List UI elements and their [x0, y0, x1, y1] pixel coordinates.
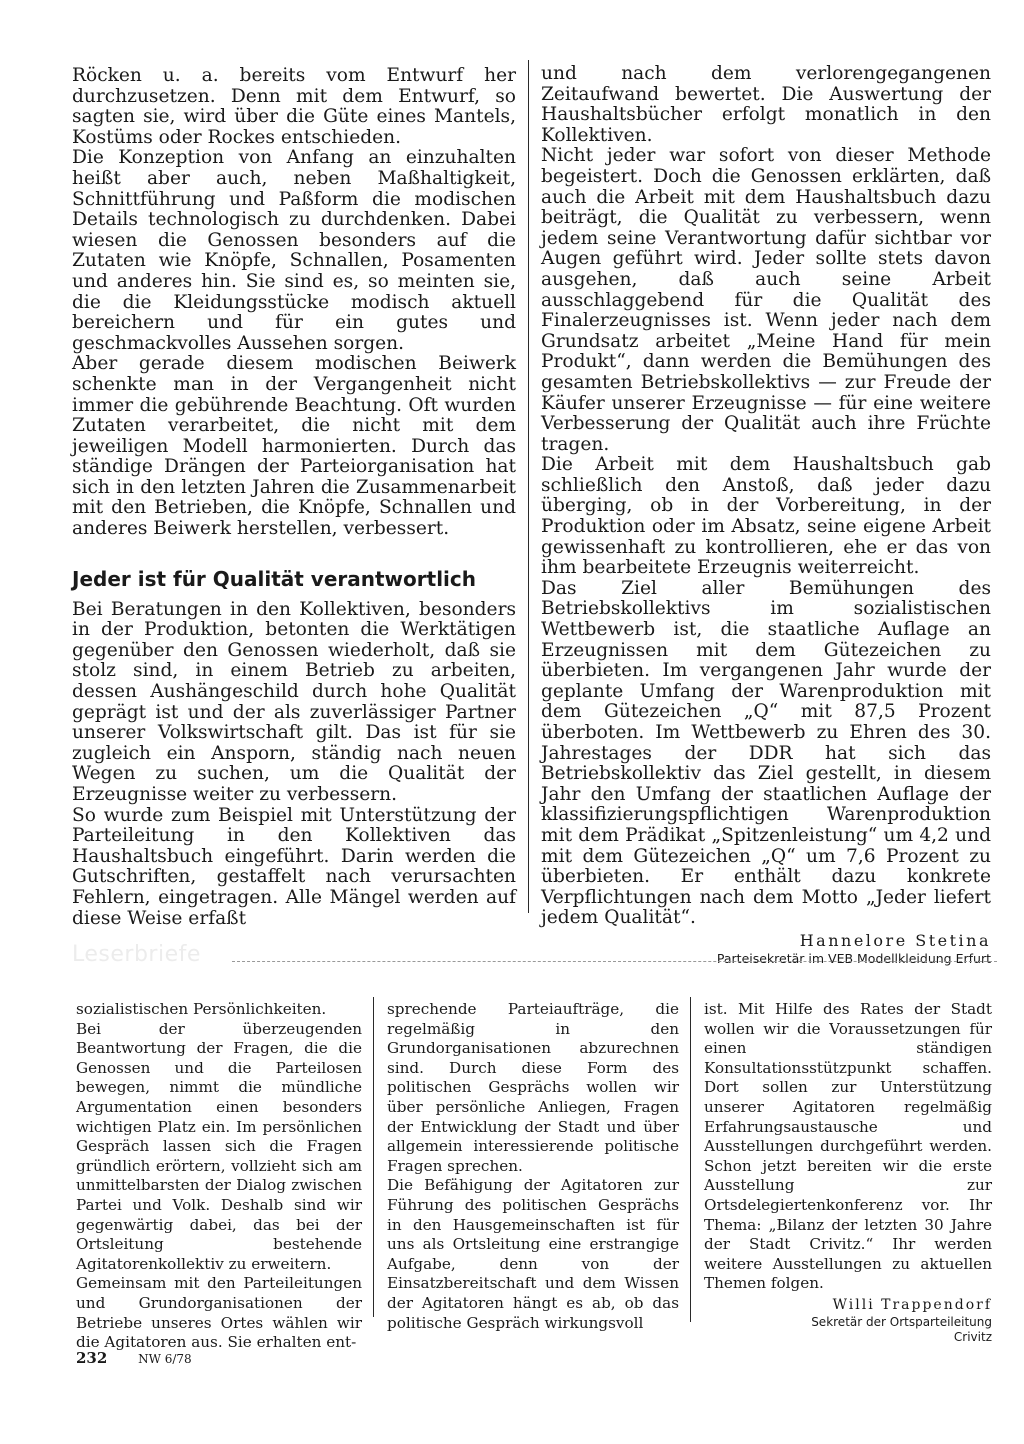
issue-label: NW 6/78	[138, 1352, 192, 1366]
page-number: 232	[76, 1349, 108, 1367]
paragraph: Die Konzeption von Anfang an einzuhalten heißt aber auch, neben Maßhaltigkeit, Schnittführung und Paßform die modischen Details technologisch zu durchdenken. Dabei wiesen die Genossen besonders auf die Zutaten wie Knöpfe, Schnallen, Posamenten und anderes hin. Sie sind es, so meinten sie, die die Kleidungsstücke modisch aktuell bereichern und für ein gutes und geschmackvolles Aussehen sorgen.	[72, 147, 516, 354]
author-name: Willi Trappendorf	[832, 1296, 992, 1313]
paragraph: Aber gerade diesem modischen Beiwerk schenkte man in der Vergangenheit nicht immer die gebührende Beachtung. Oft wurden Zutaten verarbeitet, die nicht mit dem jeweiligen Modell harmonierten. Durch das ständige Drängen der Parteiorganisation hat sich in den letzten Jahren die Zusammenarbeit mit den Betrieben, die Knöpfe, Schnallen und anderes Beiwerk herstellen, verbessert.	[72, 353, 516, 540]
page-footer	[76, 1349, 192, 1367]
paragraph: sprechende Parteiaufträge, die regelmäßig in den Grundorganisationen abzurechnen sind. Durch diese Form des politischen Gesprächs wollen wir über persönliche Anliegen, Fragen der Entwicklung der Stadt und über allgemein interessierende politische Fragen sprechen.	[387, 1000, 679, 1175]
article-column-right	[541, 64, 991, 967]
paragraph: Bei Beratungen in den Kollektiven, besonders in der Produktion, betonten die Werktätigen gegenüber den Genossen wiederholt, daß sie stolz sind, in einem Betrieb zu arbeiten, dessen Aushängeschild durch hohe Qualität geprägt ist und der als zuverlässiger Partner unserer Volkswirtschaft gilt. Das ist für sie zugleich ein Ansporn, ständig nach neuen Wegen zu suchen, um die Qualität der Erzeugnisse weiter zu verbessern.	[72, 598, 516, 805]
paragraph: Das Ziel aller Bemühungen des Betriebskollektivs im sozialistischen Wettbewerb ist, die staatliche Auflage an Erzeugnissen mit dem Gütezeichen zu überbieten. Im vergangenen Jahr wurde der geplante Umfang der Warenproduktion mit dem Gütezeichen „Q“ mit 87,5 Prozent überboten. Im Wettbewerb zu Ehren des 30. Jahrestages der DDR hat sich das Betriebskollektiv das Ziel gestellt, in diesem Jahr den Umfang der staatlichen Auflage der klassifizierungspflichtigen Warenproduktion mit dem Prädikat „Spitzenleistung“ um 4,2 und mit dem Gütezeichen „Q“ um 7,6 Prozent zu überbieten. Er enthält dazu konkrete Verpflichtungen nach dem Motto „Jeder liefert jedem Qualität“.	[541, 577, 991, 929]
article-column-left	[72, 66, 516, 929]
paragraph: So wurde zum Beispiel mit Unterstützung der Parteileitung in den Kollektiven das Haushaltsbuch eingeführt. Darin werden die Gutschriften, gestaffelt nach verursachten Fehlern, eingetragen. Alle Mängel werden auf diese Weise erfaßt	[72, 804, 516, 929]
section-label: Leserbriefe	[72, 942, 201, 967]
author-role: Parteisekretär im VEB Modellkleidung Erfurt	[716, 950, 991, 966]
author-location: Crivitz	[953, 1329, 992, 1344]
paragraph: und nach dem verlorengegangenen Zeitaufwand bewertet. Die Auswertung der Haushaltsbücher erfolgt monatlich in den Kollektiven.	[541, 63, 991, 146]
author-name: Hannelore Stetina	[799, 930, 991, 950]
author-role: Sekretär der Ortsparteileitung	[811, 1314, 992, 1329]
paragraph: Nicht jeder war sofort von dieser Methode begeistert. Doch die Genossen erklärten, daß auch die Arbeit mit dem Haushaltsbuch dazu beiträgt, die Qualität zu verbessern, wenn jedem seine Verantwortung dafür sichtbar vor Augen geführt wird. Jeder sollte stets davon ausgehen, daß auch seine Arbeit ausschlaggebend für die Qualität des Finalerzeugnisses ist. Wenn jeder nach dem Grundsatz arbeitet „Meine Hand für mein Produkt“, dann werden die Bemühungen des gesamten Betriebskollektivs — zur Freude der Käufer unserer Erzeugnisse — für eine weitere Verbesserung der Qualität auch ihre Früchte tragen.	[541, 145, 991, 455]
column-divider	[528, 60, 529, 913]
letter-signature	[704, 1296, 992, 1345]
paragraph: Die Arbeit mit dem Haushaltsbuch gab schließlich den Anstoß, daß jeder dazu überging, ob in der Vorbereitung, in der Produktion oder im Absatz, seine eigene Arbeit gewissenhaft zu kontrollieren, ehe er das von ihm bearbeitete Erzeugnis weiterreicht.	[541, 454, 991, 579]
section-heading: Jeder ist für Qualität verantwortlich	[72, 566, 476, 591]
paragraph: Gemeinsam mit den Parteileitungen und Grundorganisationen der Betriebe unseres Ortes wählen wir die Agitatoren aus. Sie erhalten ent-	[76, 1274, 362, 1352]
column-divider	[690, 997, 691, 1322]
paragraph: Röcken u. a. bereits vom Entwurf her durchzusetzen. Denn mit dem Entwurf, so sagten sie, wird über die Güte eines Mantels, Kostüms oder Rockes entschieden.	[72, 65, 516, 148]
paragraph: Bei der überzeugenden Beantwortung der Fragen, die die Genossen und die Parteilosen bewegen, nimmt die mündliche Argumentation einen besonders wichtigen Platz ein. Im persönlichen Gespräch lassen sich die Fragen gründlich erörtern, vollzieht sich am unmittelbarsten der Dialog zwischen Partei und Volk. Deshalb sind wir gegenwärtig dabei, das bei der Ortsleitung bestehende Agitatorenkollektiv zu erweitern.	[76, 1019, 362, 1273]
letter-column-1	[76, 1000, 362, 1353]
column-divider	[373, 997, 374, 1317]
paragraph: Die Befähigung der Agitatoren zur Führung des politischen Gesprächs in den Hausgemeinschaften ist für uns als Ortsleitung eine erstrangige Aufgabe, denn von der Einsatzbereitschaft und dem Wissen der Agitatoren hängt es ab, ob das politische Gespräch wirkungsvoll	[387, 1176, 679, 1332]
paragraph: sozialistischen Persönlichkeiten.	[76, 1000, 327, 1018]
letter-column-2	[387, 1000, 679, 1333]
section-divider	[232, 961, 997, 962]
paragraph: ist. Mit Hilfe des Rates der Stadt wollen wir die Voraussetzungen für einen ständigen Konsultationsstützpunkt schaffen. Dort sollen zur Unterstützung unserer Agitatoren regelmäßig Erfahrungsaustausche und Ausstellungen durchgeführt werden. Schon jetzt bereiten wir die erste Ausstellung zur Ortsdelegiertenkonferenz vor. Ihr Thema: „Bilanz der letzten 30 Jahre der Stadt Crivitz.“ Ihr werden weitere Ausstellungen zu aktuellen Themen folgen.	[704, 1000, 992, 1293]
letter-column-3	[704, 1000, 992, 1345]
